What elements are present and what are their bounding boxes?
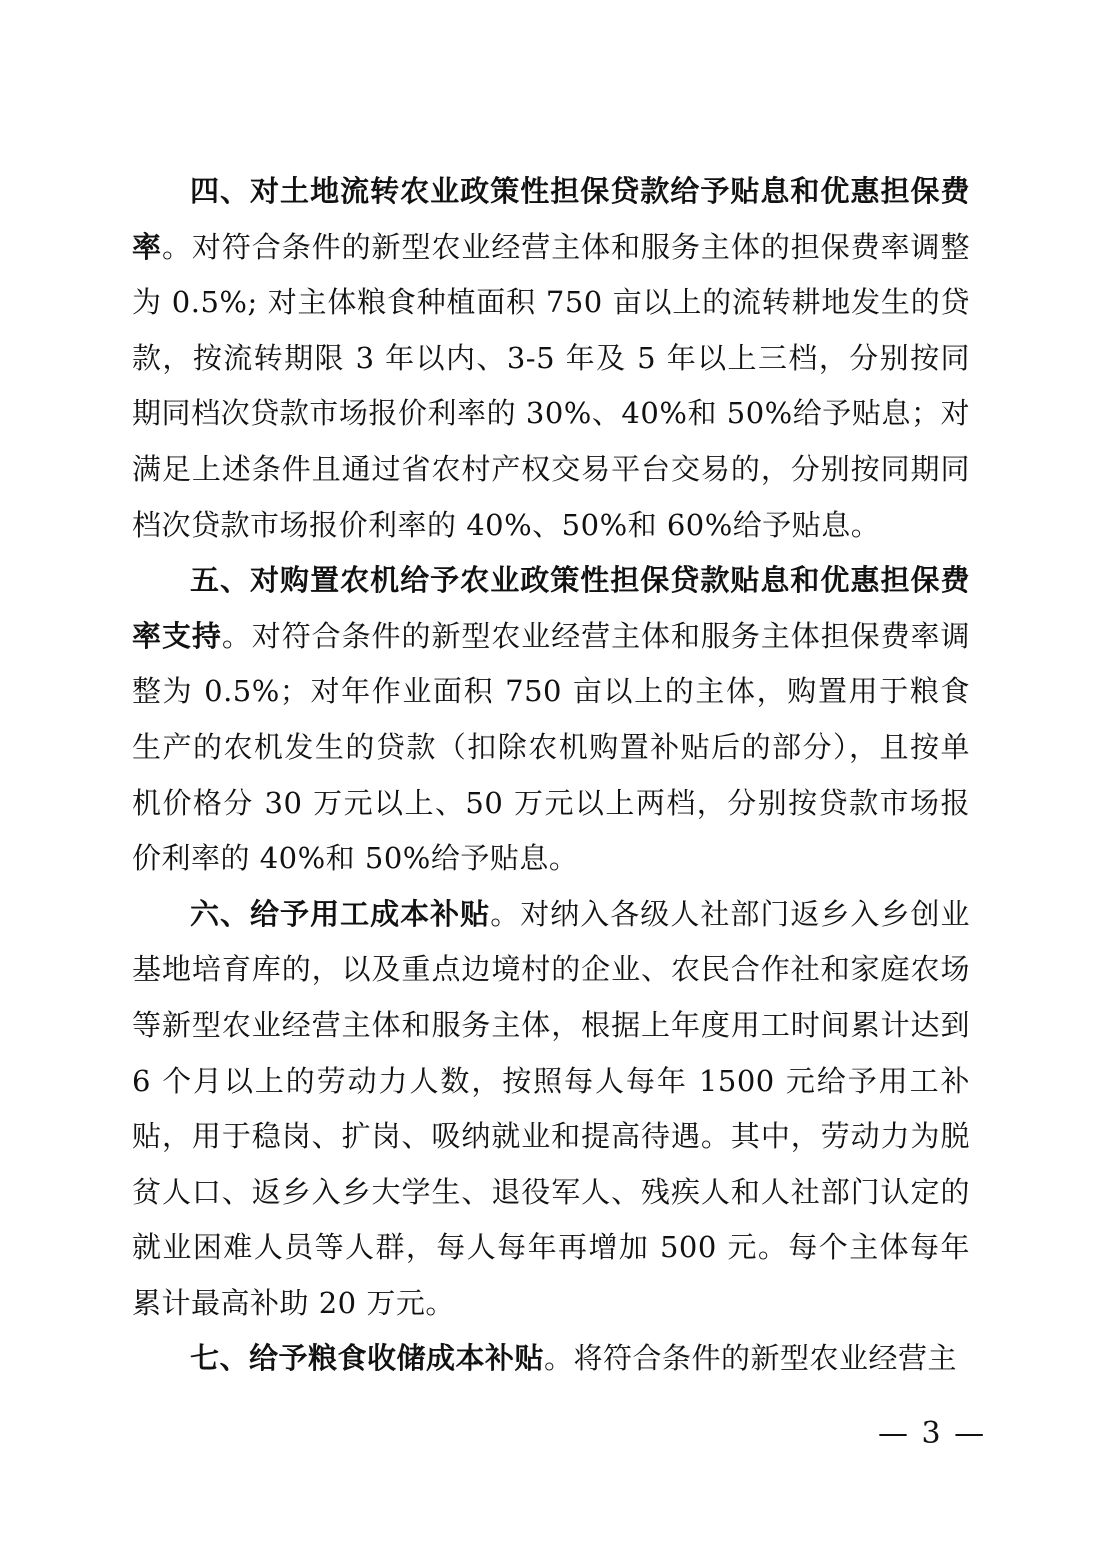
paragraph-4 xyxy=(132,164,970,553)
paragraph-6-heading: 六、给予用工成本补贴 xyxy=(190,896,491,931)
paragraph-5-body: 。对符合条件的新型农业经营主体和服务主体担保费率调整为 0.5%；对年作业面积 750 亩以上的主体，购置用于粮食生产的农机发生的贷款（扣除农机购置补贴后的部分），且按单机价格分 30 万元以上、50 万元以上两档，分别按贷款市场报价利率的 40%和 50%给予贴息。 xyxy=(132,618,970,876)
paragraph-7-heading: 七、给予粮食收储成本补贴 xyxy=(190,1341,545,1376)
paragraph-7 xyxy=(132,1331,970,1387)
paragraph-7-body: 。将符合条件的新型农业经营主 xyxy=(544,1341,958,1376)
paragraph-4-body: 。对符合条件的新型农业经营主体和服务主体的担保费率调整为 0.5%; 对主体粮食种植面积 750 亩以上的流转耕地发生的贷款，按流转期限 3 年以内、3-5 年及 5 年以上三档，分别按同期同档次贷款市场报价利率的 30%、40%和 50%给予贴息；对满足上述条件且通过省农村产权交易平台交易的，分别按同期同档次贷款市场报价利率的 40%、50%和 60%给予贴息。 xyxy=(132,229,970,542)
paragraph-5-heading: 五、对购置农机给予农业政策性担保贷款贴息和优惠担保费率支持 xyxy=(132,563,970,653)
paragraph-6 xyxy=(132,887,970,1332)
paragraph-5 xyxy=(132,553,970,887)
paragraph-6-body: 。对纳入各级人社部门返乡入乡创业基地培育库的，以及重点边境村的企业、农民合作社和家庭农场等新型农业经营主体和服务主体，根据上年度用工时间累计达到 6 个月以上的劳动力人数，按照每人每年 1500 元给予用工补贴，用于稳岗、扩岗、吸纳就业和提高待遇。其中，劳动力为脱贫人口、返乡入乡大学生、退役军人、残疾人和人社部门认定的就业困难人员等人群，每人每年再增加 500 元。每个主体每年累计最高补助 20 万元。 xyxy=(132,896,970,1320)
paragraph-4-heading: 四、对土地流转农业政策性担保贷款给予贴息和优惠担保费率 xyxy=(132,174,970,264)
document-body xyxy=(132,164,970,1387)
page-number: — 3 — xyxy=(878,1416,987,1451)
